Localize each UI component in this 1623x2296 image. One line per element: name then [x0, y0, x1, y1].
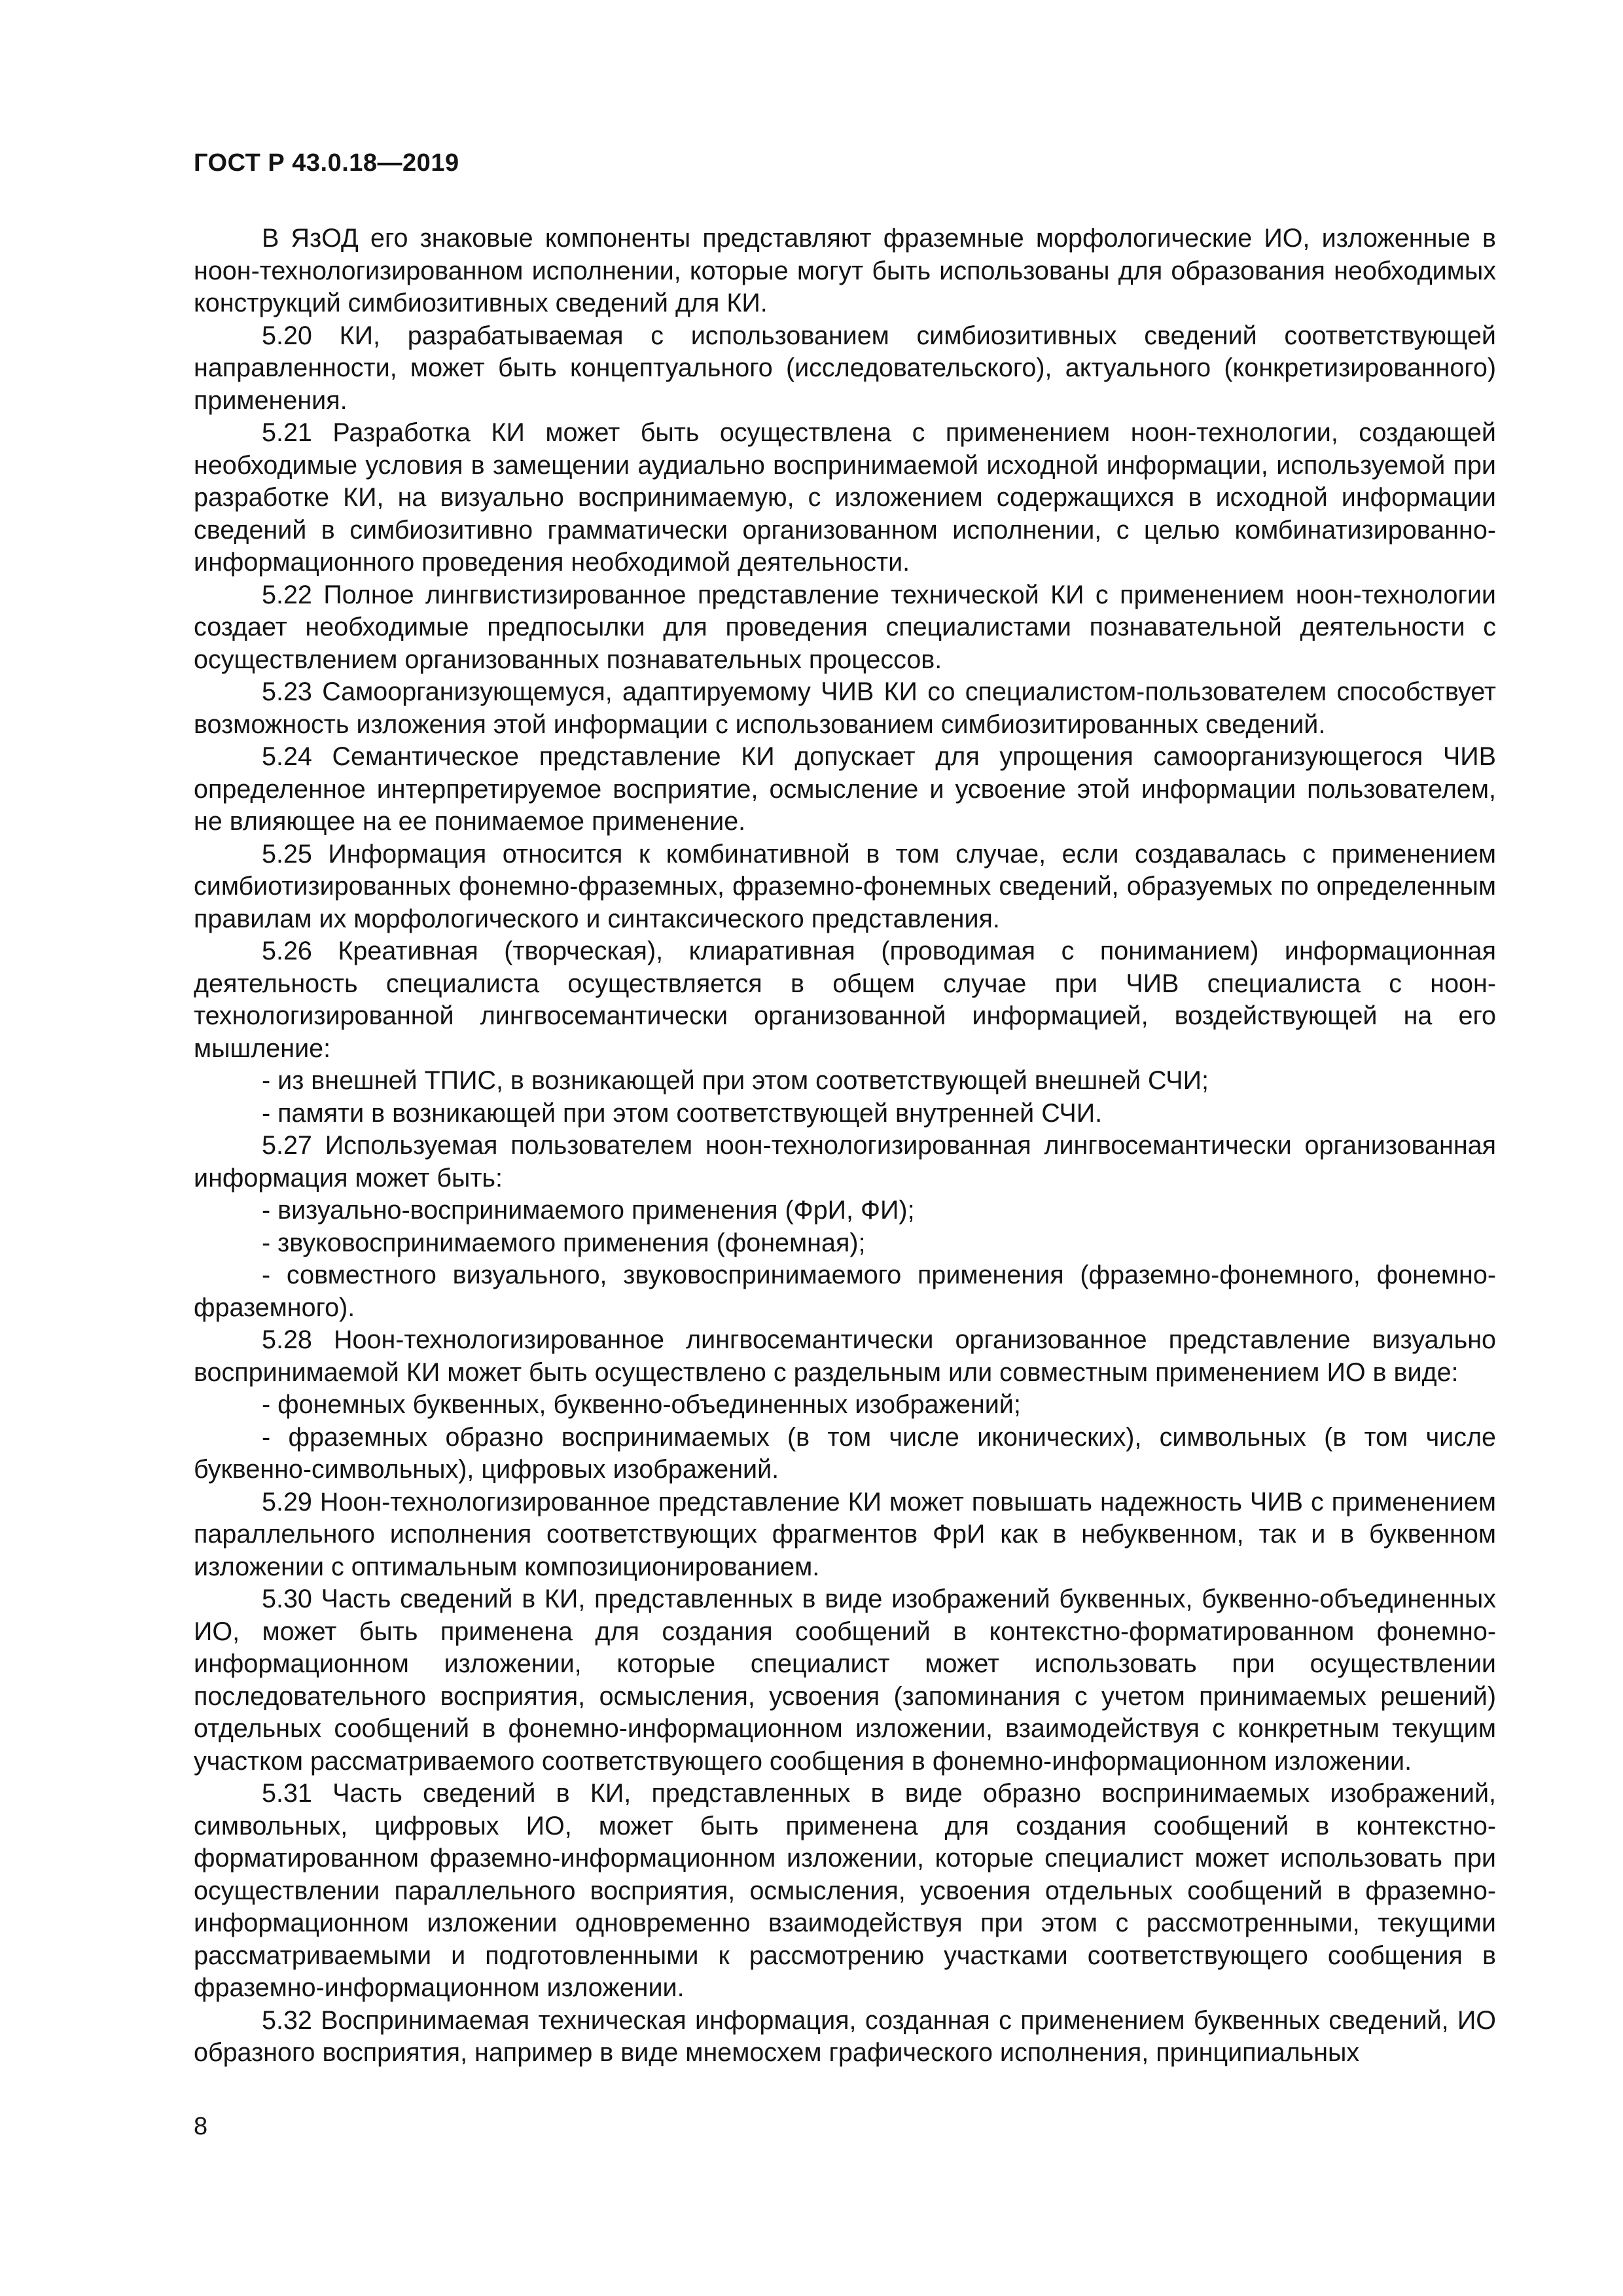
list-item: - фонемных буквенных, буквенно-объединенных изображений;	[262, 1390, 1021, 1419]
list-item: - фраземных образно воспринимаемых (в том числе иконических), символьных (в том числе буквенно-символьных), цифровых изображений.	[194, 1422, 1496, 1484]
list-item: - памяти в возникающей при этом соответствующей внутренней СЧИ.	[262, 1098, 1103, 1128]
paragraph-5-26: 5.26 Креативная (творческая), клиаративная (проводимая с пониманием) информационная деятельность специалиста осуществляется в общем случае при ЧИВ специалиста с ноон-технологизированной лингвосемантически организованной информацией, воздействующей на его мышление:	[194, 937, 1496, 1063]
paragraph-5-32: 5.32 Воспринимаемая техническая информация, созданная с применением буквенных сведений, ИО образного восприятия, например в виде мнемосхем графического исполнения, принципиальных	[194, 2005, 1496, 2067]
paragraph-5-24: 5.24 Семантическое представление КИ допускает для упрощения самоорганизующегося ЧИВ определенное интерпретируемое восприятие, осмысление и усвоение этой информации пользователем, не влияющее на ее понимаемое применение.	[194, 742, 1496, 836]
paragraph-5-20: 5.20 КИ, разрабатываемая с использованием симбиозитивных сведений соответствующей направленности, может быть концептуального (исследовательского), актуального (конкретизированного) применения.	[194, 321, 1496, 415]
paragraph-5-28: 5.28 Ноон-технологизированное лингвосемантически организованное представление визуально воспринимаемой КИ может быть осуществлено с раздельным или совместным применением ИО в виде:	[194, 1325, 1496, 1387]
paragraph-5-29: 5.29 Ноон-технологизированное представление КИ может повышать надежность ЧИВ с применением параллельного исполнения соответствующих фрагментов ФрИ как в небуквенном, так и в буквенном изложении с оптимальным композиционированием.	[194, 1487, 1496, 1581]
paragraph-5-27: 5.27 Используемая пользователем ноон-технологизированная лингвосемантически организованная информация может быть:	[194, 1131, 1496, 1193]
paragraph-intro: В ЯзОД его знаковые компоненты представляют фраземные морфологические ИО, изложенные в ноон-технологизированном исполнении, которые могут быть использованы для образования необходимых конструкций симбиозитивных сведений для КИ.	[194, 224, 1496, 317]
document-code-header: ГОСТ Р 43.0.18—2019	[194, 149, 459, 177]
paragraph-5-22: 5.22 Полное лингвистизированное представление технической КИ с применением ноон-технологии создает необходимые предпосылки для проведения специалистами познавательной деятельности с осуществлением организованных познавательных процессов.	[194, 580, 1496, 674]
paragraph-5-25: 5.25 Информация относится к комбинативной в том случае, если создавалась с применением симбиотизированных фонемно-фраземных, фраземно-фонемных сведений, образуемых по определенным правилам их морфологического и синтаксического представления.	[194, 839, 1496, 933]
paragraph-5-31: 5.31 Часть сведений в КИ, представленных в виде образно воспринимаемых изображений, символьных, цифровых ИО, может быть применена для создания сообщений в контекстно-форматированном фраземно-информационном изложении, которые специалист может использовать при осуществлении параллельного восприятия, осмысления, усвоения отдельных сообщений в фраземно-информационном изложении одновременно взаимодействуя при этом с рассмотренными, текущими рассматриваемыми и подготовленными к рассмотрению участками соответствующего сообщения в фраземно-информационном изложении.	[194, 1779, 1496, 2002]
paragraph-5-21: 5.21 Разработка КИ может быть осуществлена с применением ноон-технологии, создающей необходимые условия в замещении аудиально воспринимаемой исходной информации, используемой при разработке КИ, на визуально воспринимаемую, с изложением содержащихся в исходной информации сведений в симбиозитивно грамматически организованном исполнении, с целью комбинатизированно-информационного проведения необходимой деятельности.	[194, 418, 1496, 577]
list-item: - визуально-воспринимаемого применения (ФрИ, ФИ);	[262, 1196, 915, 1225]
paragraph-5-23: 5.23 Самоорганизующемуся, адаптируемому ЧИВ КИ со специалистом-пользователем способствует возможность изложения этой информации с использованием симбиозитированных сведений.	[194, 677, 1496, 739]
document-body	[194, 223, 1496, 2070]
paragraph-5-30: 5.30 Часть сведений в КИ, представленных в виде изображений буквенных, буквенно-объединенных ИО, может быть применена для создания сообщений в контекстно-форматированном фонемно-информационном изложении, которые специалист может использовать при осуществлении последовательного восприятия, осмысления, усвоения (запоминания с учетом принимаемых решений) отдельных сообщений в фонемно-информационном изложении, взаимодействуя с конкретным текущим участком рассматриваемого соответствующего сообщения в фонемно-информационном изложении.	[194, 1585, 1496, 1776]
page-number: 8	[194, 2113, 208, 2140]
list-item: - из внешней ТПИС, в возникающей при этом соответствующей внешней СЧИ;	[262, 1066, 1209, 1095]
list-item: - совместного визуального, звуковоспринимаемого применения (фраземно-фонемного, фонемно-фраземного).	[194, 1261, 1496, 1322]
list-item: - звуковоспринимаемого применения (фонемная);	[262, 1228, 866, 1257]
